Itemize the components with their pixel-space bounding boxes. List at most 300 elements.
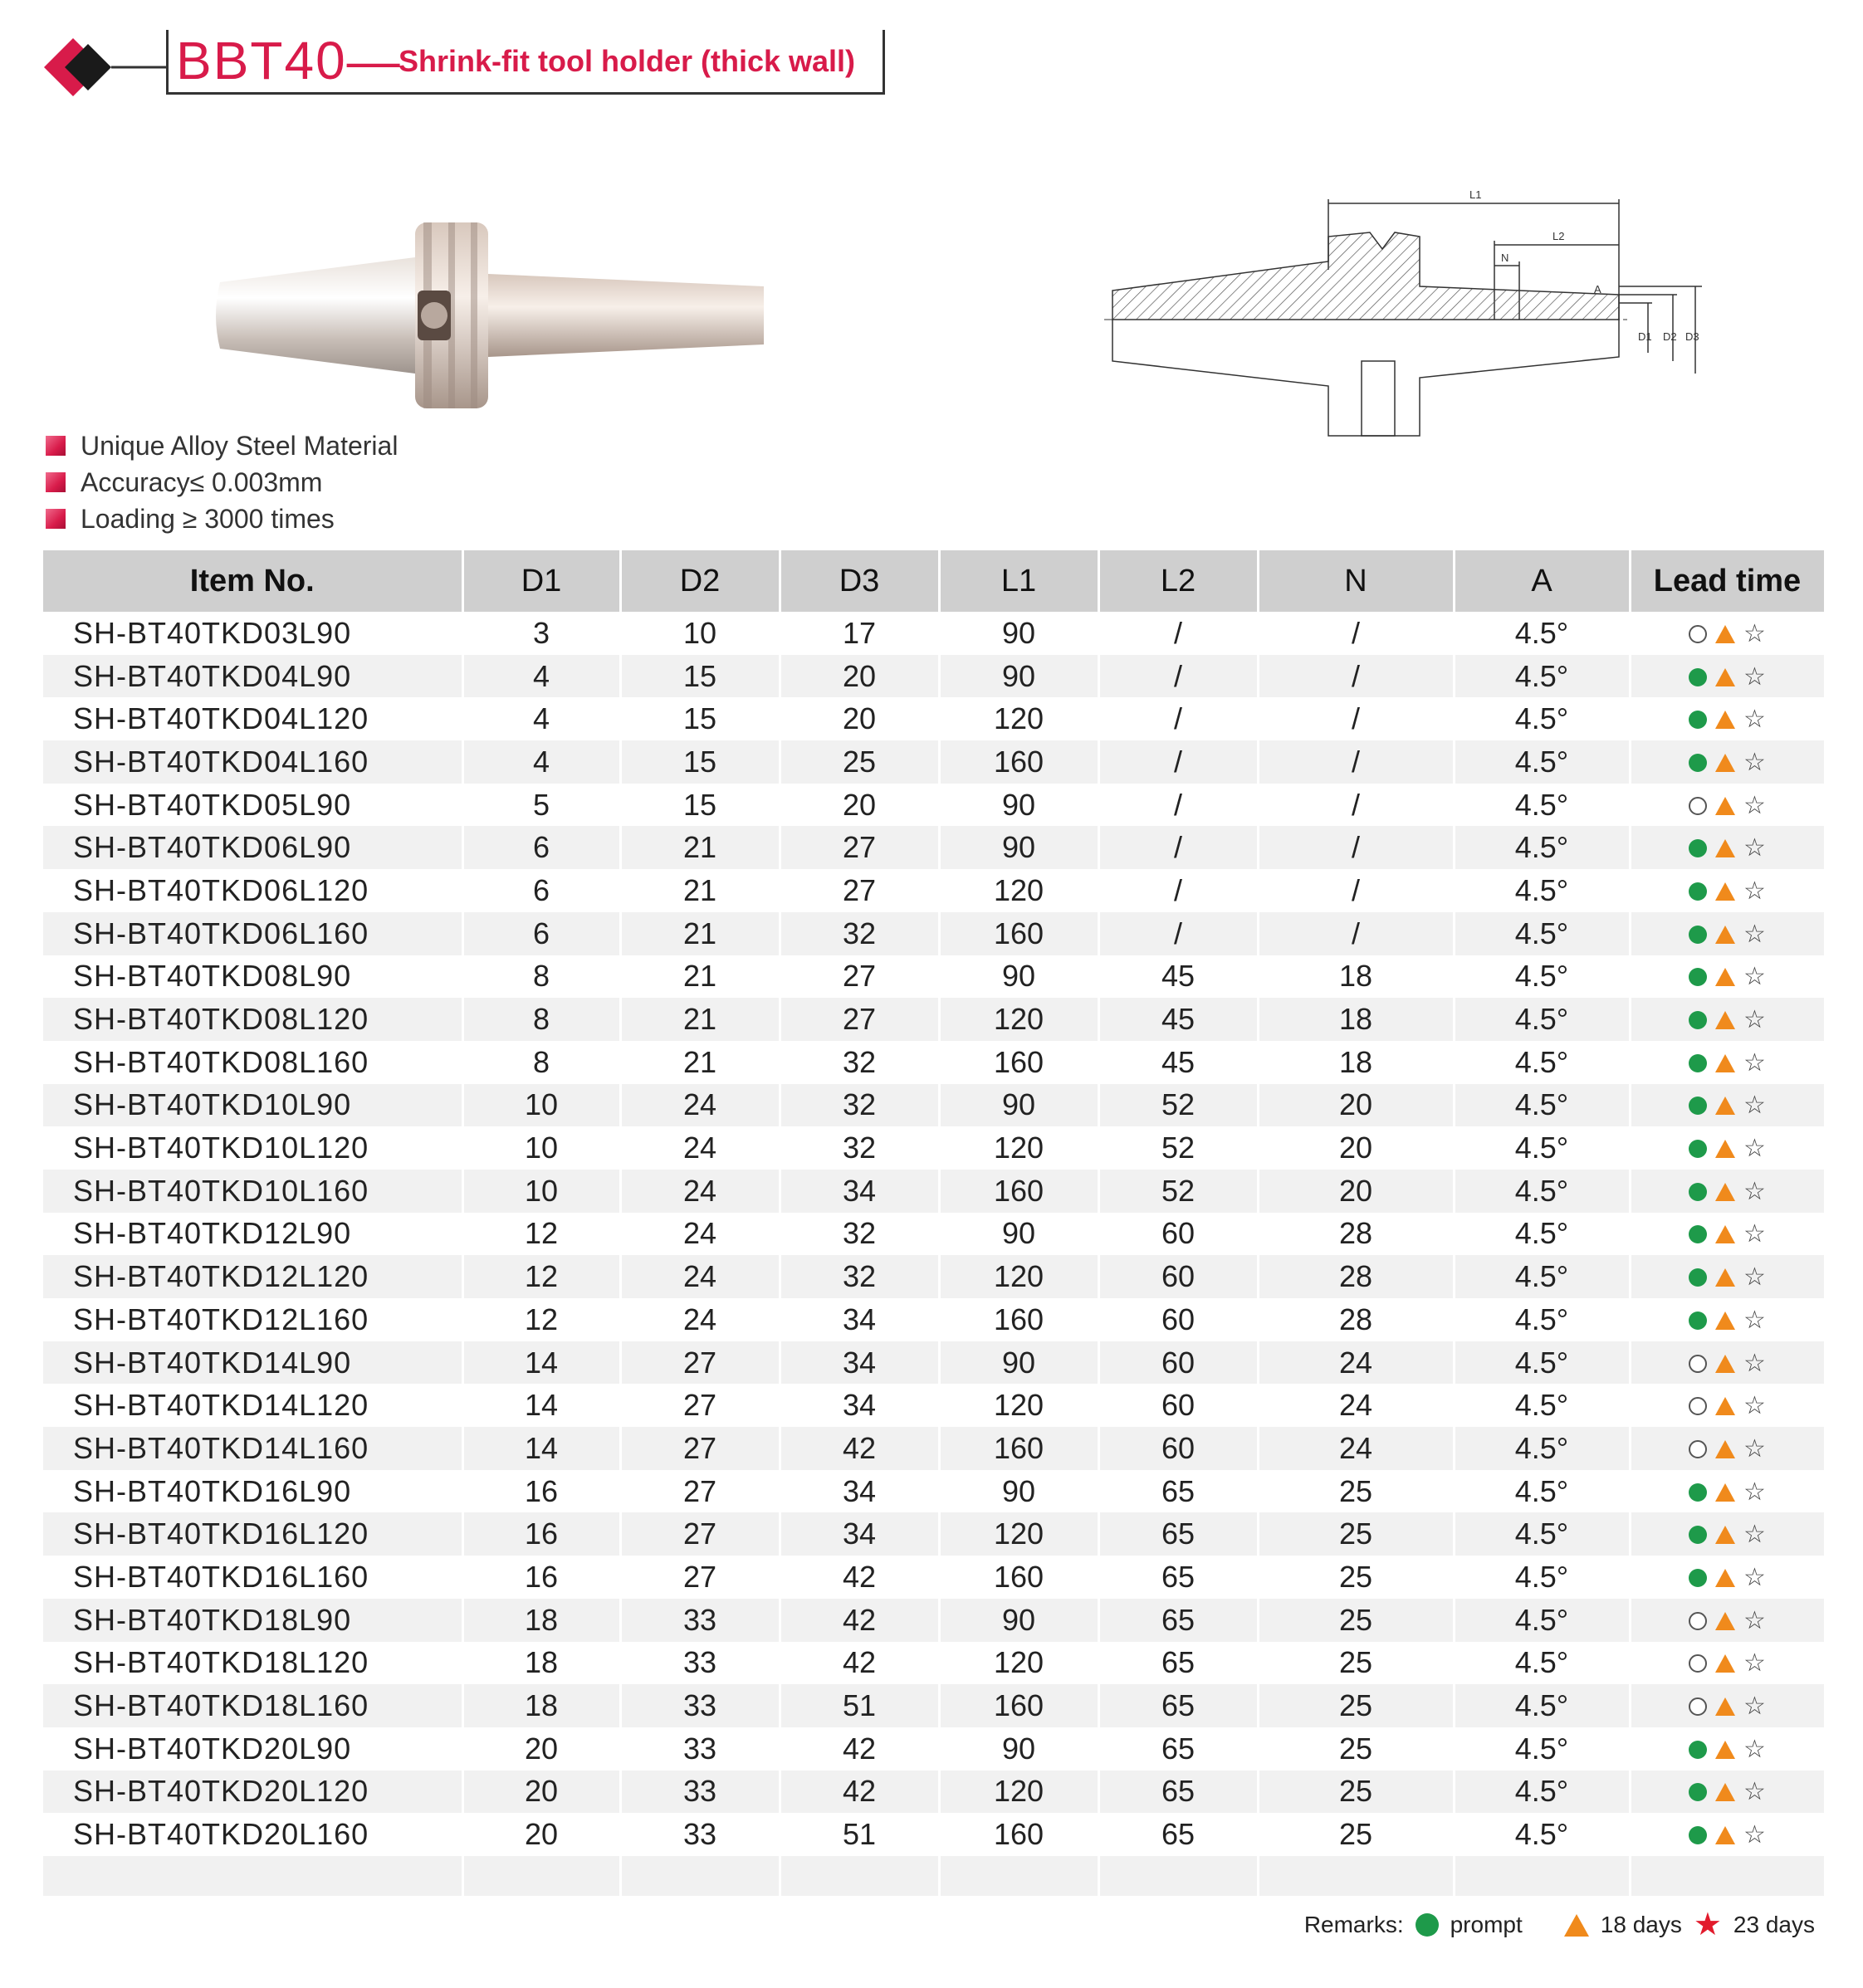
cell-lead-time	[1630, 740, 1825, 784]
star-outline-icon: ☆	[1743, 1778, 1766, 1806]
cell-d1: 18	[462, 1684, 620, 1727]
star-outline-icon: ☆	[1743, 1177, 1766, 1205]
empty-cell	[939, 1856, 1098, 1896]
cell-d3: 27	[780, 826, 939, 869]
cell-item: SH-BT40TKD08L120	[43, 998, 462, 1041]
cell-d3: 42	[780, 1642, 939, 1685]
cell-l1: 160	[939, 1298, 1098, 1341]
cell-d1: 14	[462, 1341, 620, 1385]
cell-l2: /	[1098, 912, 1258, 955]
cell-item: SH-BT40TKD04L120	[43, 697, 462, 740]
cell-l2: 52	[1098, 1170, 1258, 1213]
cell-d2: 21	[620, 998, 780, 1041]
table-row	[43, 1041, 1825, 1084]
orange-triangle-icon	[1715, 1355, 1735, 1373]
cell-lead-time	[1630, 1427, 1825, 1470]
cell-item: SH-BT40TKD20L90	[43, 1727, 462, 1771]
feature-item: Unique Alloy Steel Material	[46, 427, 398, 464]
cell-l1: 90	[939, 655, 1098, 698]
cell-d1: 12	[462, 1213, 620, 1256]
cell-d2: 27	[620, 1556, 780, 1599]
column-header: D1	[462, 550, 620, 612]
cell-n: /	[1258, 784, 1454, 827]
empty-circle-icon	[1689, 625, 1707, 643]
orange-triangle-icon	[1715, 1654, 1735, 1673]
cell-d2: 33	[620, 1813, 780, 1856]
cell-l1: 160	[939, 740, 1098, 784]
cell-l1: 120	[939, 1384, 1098, 1427]
cell-d3: 42	[780, 1599, 939, 1642]
cell-a: 4.5°	[1454, 1041, 1630, 1084]
cell-n: 25	[1258, 1556, 1454, 1599]
star-outline-icon: ☆	[1743, 791, 1766, 819]
cell-a: 4.5°	[1454, 1255, 1630, 1298]
cell-l2: 45	[1098, 1041, 1258, 1084]
feature-item: Loading ≥ 3000 times	[46, 501, 398, 537]
cell-d3: 42	[780, 1727, 939, 1771]
cell-item: SH-BT40TKD05L90	[43, 784, 462, 827]
green-dot-icon	[1689, 1011, 1707, 1029]
cell-d3: 32	[780, 912, 939, 955]
star-outline-icon: ☆	[1743, 1392, 1766, 1420]
cell-a: 4.5°	[1454, 1384, 1630, 1427]
orange-triangle-icon	[1715, 1311, 1735, 1330]
cell-a: 4.5°	[1454, 1341, 1630, 1385]
cell-n: 18	[1258, 955, 1454, 999]
table-row	[43, 1599, 1825, 1642]
cell-n: 20	[1258, 1170, 1454, 1213]
empty-cell	[43, 1856, 462, 1896]
product-photo	[212, 216, 776, 415]
star-outline-icon: ☆	[1743, 1349, 1766, 1377]
cell-lead-time	[1630, 1213, 1825, 1256]
star-outline-icon: ☆	[1743, 1220, 1766, 1248]
cell-d3: 34	[780, 1341, 939, 1385]
table-row	[43, 1384, 1825, 1427]
cell-item: SH-BT40TKD14L120	[43, 1384, 462, 1427]
orange-triangle-icon	[1715, 1783, 1735, 1801]
drawing-label-n: N	[1501, 252, 1509, 264]
column-header: N	[1258, 550, 1454, 612]
cell-item: SH-BT40TKD14L90	[43, 1341, 462, 1385]
orange-triangle-icon	[1715, 968, 1735, 986]
cell-l1: 90	[939, 1727, 1098, 1771]
cell-n: 28	[1258, 1213, 1454, 1256]
cell-d3: 27	[780, 998, 939, 1041]
table-row	[43, 1170, 1825, 1213]
orange-triangle-icon	[1715, 668, 1735, 686]
empty-cell	[1258, 1856, 1454, 1896]
drawing-label-l1: L1	[1469, 188, 1482, 201]
cell-d2: 33	[620, 1599, 780, 1642]
cell-l1: 90	[939, 1470, 1098, 1513]
cell-d3: 32	[780, 1255, 939, 1298]
green-dot-icon	[1689, 1183, 1707, 1201]
orange-triangle-icon	[1715, 1225, 1735, 1243]
empty-cell	[1454, 1856, 1630, 1896]
cell-d1: 8	[462, 1041, 620, 1084]
cell-d3: 27	[780, 955, 939, 999]
cell-d2: 24	[620, 1126, 780, 1170]
green-dot-icon	[1689, 1783, 1707, 1801]
cell-a: 4.5°	[1454, 1642, 1630, 1685]
orange-triangle-icon	[1715, 754, 1735, 772]
cell-item: SH-BT40TKD20L120	[43, 1771, 462, 1814]
orange-triangle-icon	[1715, 839, 1735, 857]
cell-l2: 60	[1098, 1255, 1258, 1298]
cell-d3: 32	[780, 1041, 939, 1084]
cell-l1: 120	[939, 1126, 1098, 1170]
cell-n: 28	[1258, 1255, 1454, 1298]
cell-l1: 120	[939, 1512, 1098, 1556]
drawing-label-d3: D3	[1685, 330, 1699, 343]
cell-item: SH-BT40TKD12L160	[43, 1298, 462, 1341]
cell-lead-time	[1630, 1727, 1825, 1771]
cell-lead-time	[1630, 612, 1825, 655]
empty-cell	[1098, 1856, 1258, 1896]
cell-l1: 160	[939, 1170, 1098, 1213]
drawing-label-a: A	[1594, 283, 1601, 296]
square-bullet-icon	[46, 436, 66, 456]
cell-item: SH-BT40TKD10L90	[43, 1084, 462, 1127]
orange-triangle-icon	[1715, 711, 1735, 729]
cell-d2: 10	[620, 612, 780, 655]
table-row	[43, 1084, 1825, 1127]
remark-prompt: prompt	[1450, 1912, 1523, 1937]
green-dot-icon	[1416, 1913, 1439, 1937]
cell-n: 18	[1258, 1041, 1454, 1084]
cell-lead-time	[1630, 655, 1825, 698]
cell-l2: 65	[1098, 1684, 1258, 1727]
cell-l1: 120	[939, 697, 1098, 740]
orange-triangle-icon	[1715, 1741, 1735, 1759]
table-row	[43, 1512, 1825, 1556]
orange-triangle-icon	[1715, 1268, 1735, 1287]
cell-n: 28	[1258, 1298, 1454, 1341]
cell-l1: 160	[939, 1556, 1098, 1599]
cell-a: 4.5°	[1454, 784, 1630, 827]
star-outline-icon: ☆	[1743, 1263, 1766, 1292]
column-header: Lead time	[1630, 550, 1825, 612]
cell-a: 4.5°	[1454, 1126, 1630, 1170]
cell-d3: 27	[780, 869, 939, 912]
remarks-label: Remarks:	[1303, 1912, 1404, 1937]
cell-a: 4.5°	[1454, 612, 1630, 655]
cell-item: SH-BT40TKD18L160	[43, 1684, 462, 1727]
green-dot-icon	[1689, 668, 1707, 686]
cell-d3: 25	[780, 740, 939, 784]
cell-lead-time	[1630, 697, 1825, 740]
green-dot-icon	[1689, 1054, 1707, 1072]
cell-l2: /	[1098, 740, 1258, 784]
table-header-row	[43, 550, 1825, 612]
cell-d2: 27	[620, 1341, 780, 1385]
cell-l1: 90	[939, 955, 1098, 999]
cell-a: 4.5°	[1454, 869, 1630, 912]
table-row	[43, 1556, 1825, 1599]
cell-item: SH-BT40TKD16L120	[43, 1512, 462, 1556]
cell-n: 25	[1258, 1684, 1454, 1727]
cell-d1: 20	[462, 1813, 620, 1856]
column-header: L1	[939, 550, 1098, 612]
table-row	[43, 1813, 1825, 1856]
cell-item: SH-BT40TKD14L160	[43, 1427, 462, 1470]
cell-d2: 33	[620, 1642, 780, 1685]
cell-d2: 15	[620, 740, 780, 784]
cell-n: /	[1258, 697, 1454, 740]
table-spacer-row	[43, 1856, 1825, 1896]
cell-l1: 120	[939, 869, 1098, 912]
cell-l2: 60	[1098, 1341, 1258, 1385]
cell-l1: 120	[939, 1771, 1098, 1814]
remark-18-days: 18 days	[1600, 1912, 1682, 1937]
cell-lead-time	[1630, 826, 1825, 869]
cell-d1: 18	[462, 1642, 620, 1685]
cell-l2: 60	[1098, 1427, 1258, 1470]
cell-item: SH-BT40TKD08L90	[43, 955, 462, 999]
star-outline-icon: ☆	[1743, 1521, 1766, 1549]
cell-d1: 18	[462, 1599, 620, 1642]
cell-item: SH-BT40TKD16L90	[43, 1470, 462, 1513]
cell-l1: 160	[939, 1041, 1098, 1084]
cell-d1: 20	[462, 1771, 620, 1814]
star-outline-icon: ☆	[1743, 1735, 1766, 1763]
empty-circle-icon	[1689, 1612, 1707, 1630]
cell-n: /	[1258, 655, 1454, 698]
table-row	[43, 784, 1825, 827]
cell-item: SH-BT40TKD10L160	[43, 1170, 462, 1213]
cell-l1: 90	[939, 1084, 1098, 1127]
cell-item: SH-BT40TKD16L160	[43, 1556, 462, 1599]
cell-d2: 24	[620, 1213, 780, 1256]
cell-a: 4.5°	[1454, 955, 1630, 999]
table-row	[43, 826, 1825, 869]
table-row	[43, 955, 1825, 999]
cell-d2: 21	[620, 826, 780, 869]
cell-n: /	[1258, 826, 1454, 869]
table-row	[43, 1255, 1825, 1298]
green-dot-icon	[1689, 1225, 1707, 1243]
cell-item: SH-BT40TKD18L120	[43, 1642, 462, 1685]
star-outline-icon: ☆	[1743, 1606, 1766, 1634]
cell-item: SH-BT40TKD08L160	[43, 1041, 462, 1084]
cell-l1: 120	[939, 998, 1098, 1041]
star-outline-icon: ☆	[1743, 877, 1766, 905]
cell-d2: 33	[620, 1727, 780, 1771]
star-outline-icon: ☆	[1743, 1092, 1766, 1120]
green-dot-icon	[1689, 1526, 1707, 1544]
cell-d2: 15	[620, 784, 780, 827]
cell-item: SH-BT40TKD04L90	[43, 655, 462, 698]
green-dot-icon	[1689, 1140, 1707, 1158]
cell-a: 4.5°	[1454, 1298, 1630, 1341]
cell-item: SH-BT40TKD12L120	[43, 1255, 462, 1298]
cell-d1: 10	[462, 1084, 620, 1127]
orange-triangle-icon	[1715, 1526, 1735, 1544]
cell-l2: /	[1098, 869, 1258, 912]
star-outline-icon: ☆	[1743, 706, 1766, 734]
red-star-icon: ★	[1693, 1907, 1722, 1942]
remark-23-days: 23 days	[1733, 1912, 1815, 1937]
star-outline-icon: ☆	[1743, 662, 1766, 691]
cell-d2: 33	[620, 1684, 780, 1727]
cell-n: 24	[1258, 1427, 1454, 1470]
cell-l1: 160	[939, 1684, 1098, 1727]
cell-item: SH-BT40TKD04L160	[43, 740, 462, 784]
cell-a: 4.5°	[1454, 912, 1630, 955]
green-dot-icon	[1689, 754, 1707, 772]
cell-d1: 6	[462, 912, 620, 955]
empty-circle-icon	[1689, 1697, 1707, 1716]
cell-lead-time	[1630, 1084, 1825, 1127]
cell-l2: 60	[1098, 1213, 1258, 1256]
cell-lead-time	[1630, 1771, 1825, 1814]
remarks-legend	[1304, 1909, 1815, 1941]
star-outline-icon: ☆	[1743, 1563, 1766, 1591]
cell-d2: 15	[620, 655, 780, 698]
cell-lead-time	[1630, 1556, 1825, 1599]
cell-d2: 24	[620, 1255, 780, 1298]
cell-lead-time	[1630, 1512, 1825, 1556]
orange-triangle-icon	[1715, 1440, 1735, 1458]
orange-triangle-icon	[1715, 1826, 1735, 1844]
empty-circle-icon	[1689, 1355, 1707, 1373]
cell-d3: 34	[780, 1298, 939, 1341]
green-dot-icon	[1689, 1097, 1707, 1115]
cell-lead-time	[1630, 1126, 1825, 1170]
cell-d1: 6	[462, 869, 620, 912]
square-bullet-icon	[46, 509, 66, 529]
orange-triangle-icon	[1715, 1183, 1735, 1201]
star-outline-icon: ☆	[1743, 1478, 1766, 1506]
orange-triangle-icon	[1715, 926, 1735, 944]
cell-a: 4.5°	[1454, 1170, 1630, 1213]
cell-a: 4.5°	[1454, 998, 1630, 1041]
cell-d1: 4	[462, 740, 620, 784]
green-dot-icon	[1689, 1569, 1707, 1587]
cell-l2: 65	[1098, 1512, 1258, 1556]
cell-lead-time	[1630, 1599, 1825, 1642]
cell-l2: 45	[1098, 998, 1258, 1041]
star-outline-icon: ☆	[1743, 619, 1766, 647]
orange-triangle-icon	[1715, 1483, 1735, 1502]
cell-lead-time	[1630, 1813, 1825, 1856]
page-title: BBT40—	[176, 31, 402, 90]
cell-n: 20	[1258, 1126, 1454, 1170]
cell-l1: 90	[939, 1213, 1098, 1256]
cell-a: 4.5°	[1454, 1599, 1630, 1642]
cell-n: /	[1258, 612, 1454, 655]
cell-a: 4.5°	[1454, 1556, 1630, 1599]
table-row	[43, 1470, 1825, 1513]
cell-d3: 20	[780, 697, 939, 740]
cell-d1: 3	[462, 612, 620, 655]
cell-a: 4.5°	[1454, 1813, 1630, 1856]
cell-item: SH-BT40TKD20L160	[43, 1813, 462, 1856]
cell-n: /	[1258, 869, 1454, 912]
cell-l1: 160	[939, 1813, 1098, 1856]
square-bullet-icon	[46, 472, 66, 492]
cell-d1: 16	[462, 1512, 620, 1556]
cell-d3: 17	[780, 612, 939, 655]
cell-n: /	[1258, 740, 1454, 784]
green-dot-icon	[1689, 839, 1707, 857]
table-row	[43, 655, 1825, 698]
cell-d1: 8	[462, 998, 620, 1041]
cell-d1: 16	[462, 1470, 620, 1513]
cell-lead-time	[1630, 1341, 1825, 1385]
cell-lead-time	[1630, 1684, 1825, 1727]
cell-lead-time	[1630, 1255, 1825, 1298]
drawing-label-d2: D2	[1663, 330, 1677, 343]
cell-lead-time	[1630, 1170, 1825, 1213]
cell-d1: 8	[462, 955, 620, 999]
cell-lead-time	[1630, 912, 1825, 955]
drawing-label-d1: D1	[1638, 330, 1652, 343]
cell-n: 20	[1258, 1084, 1454, 1127]
empty-circle-icon	[1689, 1440, 1707, 1458]
cell-item: SH-BT40TKD06L120	[43, 869, 462, 912]
feature-list	[46, 427, 398, 537]
cell-d3: 34	[780, 1512, 939, 1556]
feature-item: Accuracy≤ 0.003mm	[46, 464, 398, 501]
column-header: D3	[780, 550, 939, 612]
cell-d3: 20	[780, 784, 939, 827]
cell-l2: 65	[1098, 1727, 1258, 1771]
table-row	[43, 1213, 1825, 1256]
cell-d1: 14	[462, 1384, 620, 1427]
orange-triangle-icon	[1564, 1914, 1589, 1937]
cell-d3: 32	[780, 1213, 939, 1256]
cell-l2: 52	[1098, 1084, 1258, 1127]
orange-triangle-icon	[1715, 625, 1735, 643]
cell-l2: /	[1098, 826, 1258, 869]
cell-lead-time	[1630, 1642, 1825, 1685]
cell-d1: 10	[462, 1126, 620, 1170]
cell-a: 4.5°	[1454, 1684, 1630, 1727]
cell-d1: 4	[462, 655, 620, 698]
cell-d2: 21	[620, 869, 780, 912]
cell-a: 4.5°	[1454, 655, 1630, 698]
cell-l2: 45	[1098, 955, 1258, 999]
cell-lead-time	[1630, 869, 1825, 912]
cell-d1: 6	[462, 826, 620, 869]
cell-item: SH-BT40TKD12L90	[43, 1213, 462, 1256]
cell-d3: 32	[780, 1084, 939, 1127]
green-dot-icon	[1689, 926, 1707, 944]
orange-triangle-icon	[1715, 1569, 1735, 1587]
star-outline-icon: ☆	[1743, 1692, 1766, 1721]
brand-diamond-icon	[40, 30, 181, 105]
star-outline-icon: ☆	[1743, 1135, 1766, 1163]
cell-d2: 21	[620, 1041, 780, 1084]
table-row	[43, 1771, 1825, 1814]
cell-a: 4.5°	[1454, 1213, 1630, 1256]
empty-cell	[462, 1856, 620, 1896]
cell-l2: /	[1098, 697, 1258, 740]
cell-n: 18	[1258, 998, 1454, 1041]
empty-circle-icon	[1689, 797, 1707, 815]
table-row	[43, 912, 1825, 955]
cell-d3: 34	[780, 1170, 939, 1213]
cell-l1: 90	[939, 1341, 1098, 1385]
cell-l1: 90	[939, 784, 1098, 827]
empty-cell	[780, 1856, 939, 1896]
cell-n: /	[1258, 912, 1454, 955]
cell-a: 4.5°	[1454, 697, 1630, 740]
cell-l2: 60	[1098, 1384, 1258, 1427]
green-dot-icon	[1689, 968, 1707, 986]
